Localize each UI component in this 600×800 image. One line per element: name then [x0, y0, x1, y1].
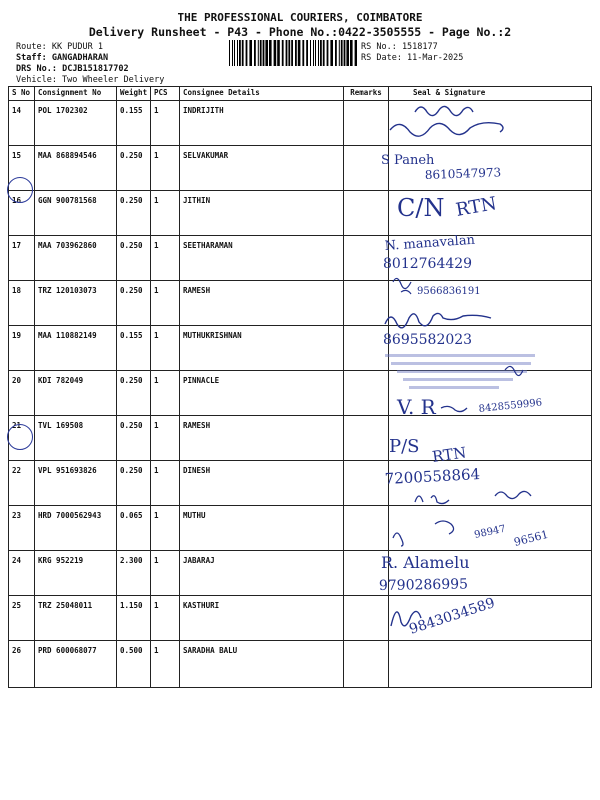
cell-weight: 0.250 — [117, 281, 151, 326]
drs-label: DRS No.: — [16, 64, 57, 74]
cell-weight: 0.155 — [117, 326, 151, 371]
company-title: THE PROFESSIONAL COURIERS, COIMBATORE — [177, 11, 423, 24]
runsheet-title: Delivery Runsheet - P43 - Phone No.:0422-3505555 - Page No.:2 — [88, 25, 512, 39]
cell-pcs: 1 — [151, 416, 180, 461]
cell-consignment: KDI 782049 — [35, 371, 117, 416]
route-label: Route: KK PUDUR 1 — [16, 42, 103, 52]
barcode — [229, 40, 357, 66]
cell-sno: 22 — [9, 461, 35, 506]
handwriting: 98947 — [473, 523, 507, 541]
cell-pcs: 1 — [151, 146, 180, 191]
handwriting: RTN — [454, 193, 499, 221]
cell-consignee: INDRIJITH — [180, 101, 344, 146]
cell-sno: 16 — [9, 191, 35, 236]
cell-consignee: SARADHA BALU — [180, 641, 344, 688]
col-signature: Seal & Signature — [389, 87, 592, 101]
cell-weight: 0.250 — [117, 416, 151, 461]
cell-sno: 20 — [9, 371, 35, 416]
cell-consignment: HRD 7000562943 — [35, 506, 117, 551]
cell-consignee: PINNACLE — [180, 371, 344, 416]
table-row — [9, 461, 592, 506]
drs-value: DCJB151817702 — [62, 64, 129, 74]
cell-consignee: MUTHUKRISHNAN — [180, 326, 344, 371]
cell-weight: 0.250 — [117, 146, 151, 191]
cell-remarks — [344, 506, 389, 551]
cell-remarks — [344, 236, 389, 281]
cell-sno: 19 — [9, 326, 35, 371]
cell-consignee: SELVAKUMAR — [180, 146, 344, 191]
table-row — [9, 146, 592, 191]
handwriting: 8695582023 — [383, 332, 473, 348]
cell-weight: 0.250 — [117, 191, 151, 236]
cell-pcs: 1 — [151, 551, 180, 596]
cell-pcs: 1 — [151, 101, 180, 146]
cell-weight: 2.300 — [117, 551, 151, 596]
handwriting: 8610547973 — [424, 165, 502, 182]
cell-signature — [389, 506, 592, 551]
cell-remarks — [344, 641, 389, 688]
col-weight: Weight — [117, 87, 151, 101]
staff-label: Staff: — [16, 53, 47, 63]
handwriting: S Paneh — [381, 153, 435, 168]
vehicle-label: Vehicle: Two Wheeler Delivery — [16, 75, 165, 85]
cell-signature — [389, 191, 592, 236]
cell-consignment: TRZ 25048011 — [35, 596, 117, 641]
cell-consignment: MAA 703962860 — [35, 236, 117, 281]
table-row — [9, 371, 592, 416]
cell-signature — [389, 101, 592, 146]
cell-sno: 14 — [9, 101, 35, 146]
handwriting: V. R — [397, 395, 436, 419]
cell-pcs: 1 — [151, 641, 180, 688]
handwriting: C/N — [397, 194, 445, 222]
cell-consignee: JABARAJ — [180, 551, 344, 596]
col-remarks: Remarks — [344, 87, 389, 101]
row-22-circle — [7, 424, 33, 450]
cell-consignee: KASTHURI — [180, 596, 344, 641]
cell-weight: 0.250 — [117, 461, 151, 506]
col-pcs: PCS — [151, 87, 180, 101]
runsheet-table — [8, 86, 592, 688]
cell-consignee: JITHIN — [180, 191, 344, 236]
cell-pcs: 1 — [151, 281, 180, 326]
cell-consignment: GGN 900781568 — [35, 191, 117, 236]
cell-weight: 0.155 — [117, 101, 151, 146]
col-sno: S No — [9, 87, 35, 101]
handwriting: 9566836191 — [417, 286, 481, 297]
cell-sno: 17 — [9, 236, 35, 281]
cell-sno: 26 — [9, 641, 35, 688]
cell-remarks — [344, 371, 389, 416]
cell-consignment: MAA 868894546 — [35, 146, 117, 191]
cell-signature — [389, 551, 592, 596]
cell-consignee: RAMESH — [180, 281, 344, 326]
cell-pcs: 1 — [151, 236, 180, 281]
table-row — [9, 236, 592, 281]
table-row — [9, 281, 592, 326]
handwriting: RTN — [431, 443, 468, 466]
handwriting: 8428559996 — [478, 397, 543, 415]
staff-value: GANGADHARAN — [51, 53, 109, 63]
table-row — [9, 641, 592, 688]
cell-remarks — [344, 551, 389, 596]
cell-pcs: 1 — [151, 461, 180, 506]
cell-remarks — [344, 326, 389, 371]
cell-signature — [389, 371, 592, 416]
table-row — [9, 326, 592, 371]
table-row — [9, 551, 592, 596]
cell-consignment: POL 1702302 — [35, 101, 117, 146]
cell-weight: 0.250 — [117, 236, 151, 281]
cell-pcs: 1 — [151, 326, 180, 371]
cell-signature — [389, 596, 592, 641]
cell-pcs: 1 — [151, 596, 180, 641]
cell-signature — [389, 416, 592, 461]
cell-pcs: 1 — [151, 371, 180, 416]
handwriting: P/S — [389, 436, 420, 457]
handwriting: R. Alamelu — [381, 553, 470, 572]
table-row — [9, 191, 592, 236]
cell-consignee: RAMESH — [180, 416, 344, 461]
cell-sno: 15 — [9, 146, 35, 191]
cell-remarks — [344, 146, 389, 191]
cell-consignee: SEETHARAMAN — [180, 236, 344, 281]
col-consignment: Consignment No — [35, 87, 117, 101]
col-consignee: Consignee Details — [180, 87, 344, 101]
cell-sno: 21 — [9, 416, 35, 461]
table-row — [9, 101, 592, 146]
cell-consignment: TVL 169508 — [35, 416, 117, 461]
cell-weight: 0.500 — [117, 641, 151, 688]
handwriting: 9843034589 — [407, 595, 497, 638]
table-row — [9, 416, 592, 461]
cell-consignment: TRZ 120103073 — [35, 281, 117, 326]
cell-sno: 18 — [9, 281, 35, 326]
cell-weight: 0.250 — [117, 371, 151, 416]
cell-remarks — [344, 461, 389, 506]
cell-weight: 1.150 — [117, 596, 151, 641]
cell-signature — [389, 281, 592, 326]
cell-sno: 24 — [9, 551, 35, 596]
handwriting: 8012764429 — [383, 256, 473, 272]
cell-weight: 0.065 — [117, 506, 151, 551]
cell-remarks — [344, 596, 389, 641]
cell-signature — [389, 641, 592, 688]
table-header-row — [9, 87, 592, 101]
cell-remarks — [344, 101, 389, 146]
cell-remarks — [344, 191, 389, 236]
cell-consignment: VPL 951693826 — [35, 461, 117, 506]
table-row — [9, 596, 592, 641]
cell-pcs: 1 — [151, 191, 180, 236]
rs-number: RS No.: 1518177 — [361, 42, 438, 52]
handwriting: 96561 — [512, 527, 550, 549]
cell-consignment: MAA 110882149 — [35, 326, 117, 371]
handwriting: 7200558864 — [384, 465, 481, 488]
cell-signature — [389, 326, 592, 371]
row-16-circle — [7, 177, 33, 203]
cell-pcs: 1 — [151, 506, 180, 551]
cell-consignee: MUTHU — [180, 506, 344, 551]
cell-signature — [389, 461, 592, 506]
cell-consignment: PRD 600068077 — [35, 641, 117, 688]
cell-consignee: DINESH — [180, 461, 344, 506]
cell-sno: 23 — [9, 506, 35, 551]
cell-consignment: KRG 952219 — [35, 551, 117, 596]
handwriting: N. manavalan — [384, 232, 476, 254]
staff-line — [16, 53, 108, 63]
drs-line — [16, 64, 129, 74]
cell-signature — [389, 146, 592, 191]
cell-signature — [389, 236, 592, 281]
cell-remarks — [344, 416, 389, 461]
handwriting: 9790286995 — [378, 576, 469, 594]
table-row — [9, 506, 592, 551]
cell-remarks — [344, 281, 389, 326]
cell-sno: 25 — [9, 596, 35, 641]
rs-date: RS Date: 11-Mar-2025 — [361, 53, 464, 63]
